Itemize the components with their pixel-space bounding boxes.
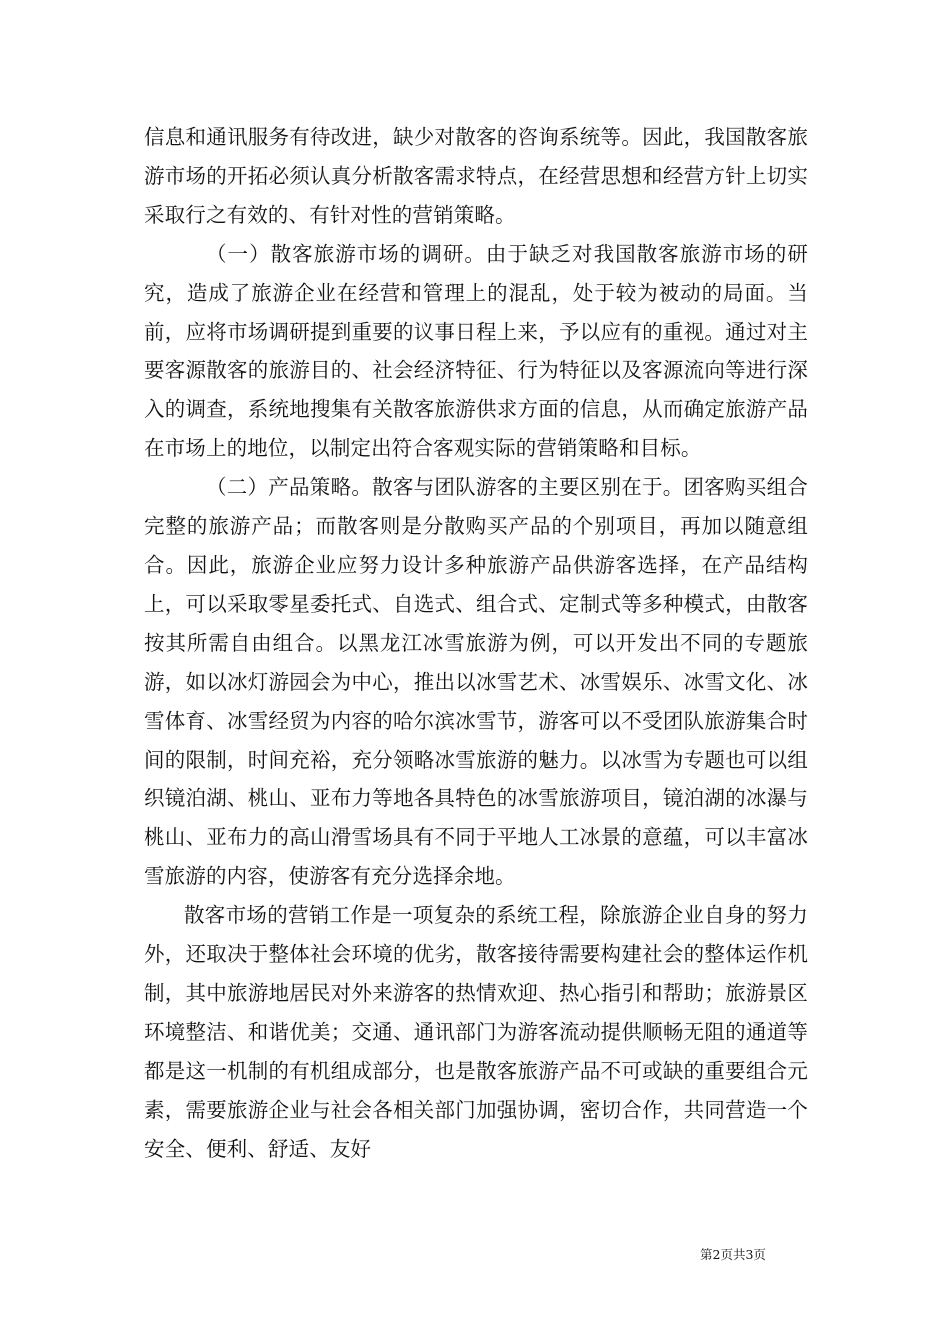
- paragraph-marketing-system: 散客市场的营销工作是一项复杂的系统工程，除旅游企业自身的努力外，还取决于整体社会环境的优劣，散客接待需要构建社会的整体运作机制，其中旅游地居民对外来游客的热情欢迎、热心指引和帮助；旅游景区环境整洁、和谐优美；交通、通讯部门为游客流动提供顺畅无阻的通道等都是这一机制的有机组成部分，也是散客旅游产品不可或缺的重要组合元素，需要旅游企业与社会各相关部门加强协调，密切合作，共同营造一个安全、便利、舒适、友好: [144, 903, 808, 1161]
- paragraph-market-research: （一）散客旅游市场的调研。由于缺乏对我国散客旅游市场的研究，造成了旅游企业在经营和管理上的混乱，处于较为被动的局面。当前，应将市场调研提到重要的议事日程上来，予以应有的重视。通过对主要客源散客的旅游目的、社会经济特征、行为特征以及客源流向等进行深入的调查，系统地搜集有关散客旅游供求方面的信息，从而确定旅游产品在市场上的地位，以制定出符合客观实际的营销策略和目标。: [144, 241, 808, 461]
- body-text: [144, 118, 808, 1168]
- paragraph-product-strategy: （二）产品策略。散客与团队游客的主要区别在于。团客购买组合完整的旅游产品；而散客则是分散购买产品的个别项目，再加以随意组合。因此，旅游企业应努力设计多种旅游产品供游客选择，在产品结构上，可以采取零星委托式、自选式、组合式、定制式等多种模式，由散客按其所需自由组合。以黑龙江冰雪旅游为例，可以开发出不同的专题旅游，如以冰灯游园会为中心，推出以冰雪艺术、冰雪娱乐、冰雪文化、冰雪体育、冰雪经贸为内容的哈尔滨冰雪节，游客可以不受团队旅游集合时间的限制，时间充裕，充分领略冰雪旅游的魅力。以冰雪为专题也可以组织镜泊湖、桃山、亚布力等地各具特色的冰雪旅游项目，镜泊湖的冰瀑与桃山、亚布力的高山滑雪场具有不同于平地人工冰景的意蕴，可以丰富冰雪旅游的内容，使游客有充分选择余地。: [144, 475, 808, 889]
- page-number: 第2页共3页: [700, 1247, 766, 1262]
- paragraph-continued: 信息和通讯服务有待改进，缺少对散客的咨询系统等。因此，我国散客旅游市场的开拓必须认真分析散客需求特点，在经营思想和经营方针上切实采取行之有效的、有针对性的营销策略。: [144, 125, 808, 227]
